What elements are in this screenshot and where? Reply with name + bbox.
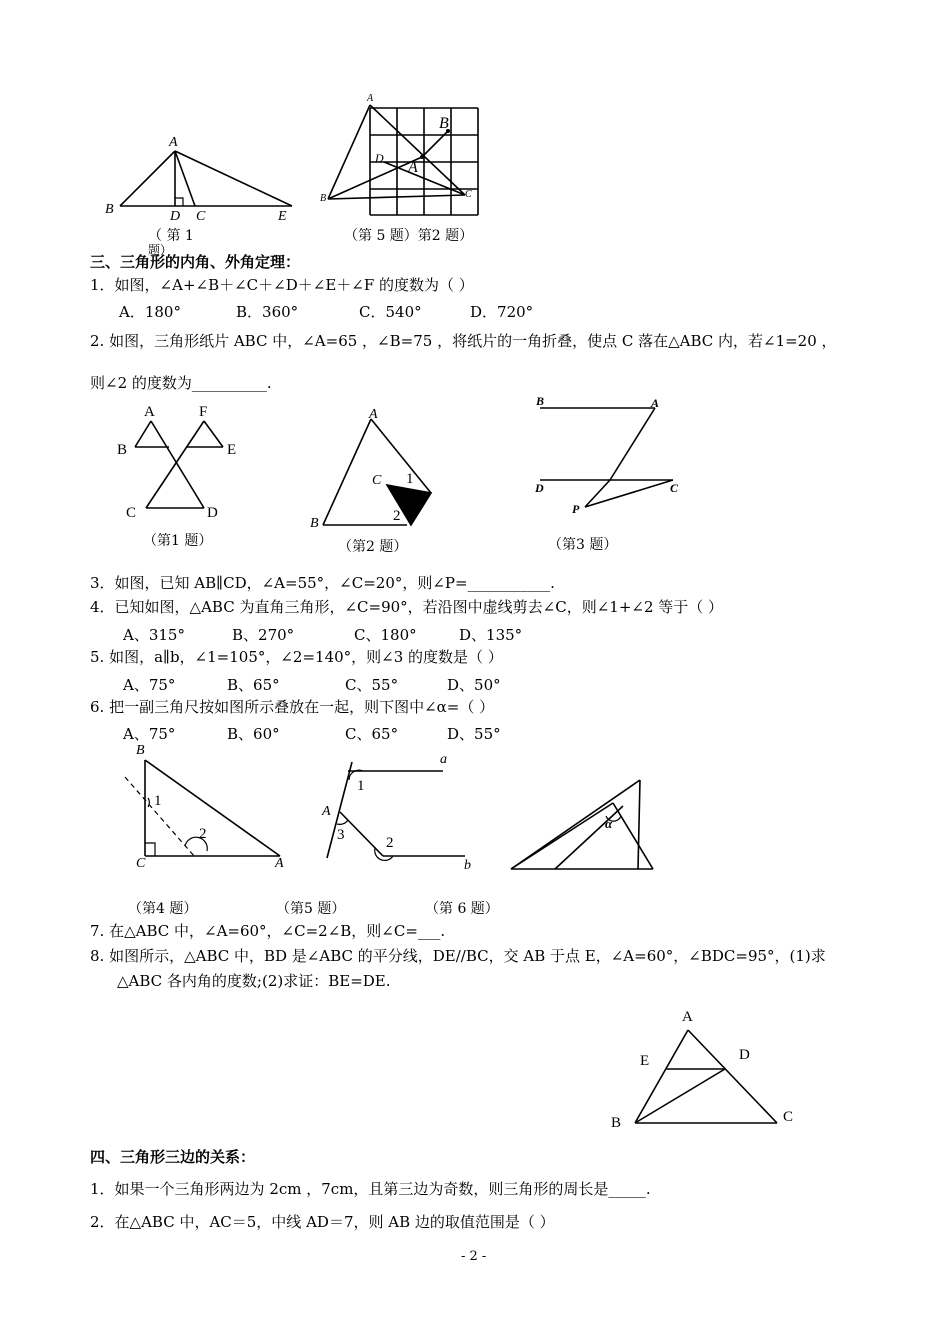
label-A: A [169, 135, 178, 150]
label-angle-2: 2 [199, 826, 207, 842]
label-B: B [310, 516, 319, 531]
figure-q1 [110, 400, 250, 525]
q3-4-option-a: A、315° [123, 626, 185, 644]
label-A: A [322, 804, 331, 819]
figure-top-1-drawing [100, 130, 310, 250]
label-B: B [105, 202, 114, 217]
question-3-5: 5. 如图，a∥b，∠1=105°，∠2=140°，则∠3 的度数是（ ） [90, 648, 503, 666]
label-angle-1: 1 [154, 793, 162, 809]
grid-label-B: B [439, 115, 449, 132]
label-a: a [440, 752, 447, 767]
label-D: D [170, 209, 181, 224]
label-C: C [126, 505, 137, 521]
q3-6-option-d: D、55° [447, 725, 501, 743]
figure-q8 [605, 1005, 800, 1135]
grid-figure-drawing [318, 95, 488, 220]
question-3-8-line1: 8. 如图所示，△ABC 中，BD 是∠ABC 的平分线，DE//BC，交 AB 于点 E，∠A=60°，∠BDC=95°，(1)求 [90, 947, 826, 965]
label-E: E [227, 442, 237, 458]
q3-1-option-b: B．360° [236, 303, 299, 321]
q3-1-option-a: A．180° [119, 303, 181, 321]
question-3-2-line2: 则∠2 的度数为__________. [90, 374, 272, 392]
label-P: P [572, 502, 580, 516]
figure-q8-drawing [605, 1005, 800, 1135]
grid-label-A-top: A [367, 93, 374, 104]
label-D: D [535, 481, 544, 495]
label-A: A [144, 404, 155, 420]
label-B: B [117, 442, 128, 458]
question-3-2-line1: 2. 如图，三角形纸片 ABC 中，∠A=65 ，∠B=75 ，将纸片的一角折叠，使点 C 落在△ABC 内，若∠1=20 ， [90, 332, 837, 350]
question-3-4: 4．已知如图，△ABC 为直角三角形，∠C=90°，若沿图中虚线剪去∠C，则∠1+∠2 等于（ ） [90, 598, 724, 616]
question-3-1: 1．如图，∠A+∠B＋∠C＋∠D＋∠E＋∠F 的度数为（ ） [90, 276, 474, 294]
label-D: D [739, 1047, 750, 1063]
question-4-1: 1．如果一个三角形两边为 2cm ，7cm，且第三边为奇数，则三角形的周长是_____. [90, 1180, 651, 1198]
figure-q3-drawing [530, 392, 690, 522]
caption-top-1b: 题） [148, 243, 173, 257]
figure-q6 [505, 770, 660, 875]
caption-q6: （第 6 题） [425, 901, 499, 917]
label-A: A [369, 407, 378, 422]
q3-1-option-d: D．720° [470, 303, 534, 321]
figure-q2 [305, 405, 440, 530]
label-E: E [278, 209, 287, 224]
label-C: C [372, 473, 382, 488]
question-3-3: 3．如图，已知 AB∥CD，∠A=55°，∠C=20°，则∠P=___________. [90, 574, 555, 592]
figure-top-2 [318, 95, 488, 220]
section-3-title: 三、三角形的内角、外角定理： [90, 253, 301, 271]
q3-5-option-c: C、55° [345, 676, 399, 694]
grid-label-B-left: B [320, 193, 327, 204]
figure-q5 [315, 750, 480, 880]
caption-q2: （第2 题） [338, 539, 408, 555]
q3-5-option-b: B、65° [227, 676, 280, 694]
caption-q4: （第4 题） [128, 901, 198, 917]
figure-q4 [115, 745, 295, 875]
question-3-7: 7. 在△ABC 中，∠A=60°，∠C=2∠B，则∠C=___. [90, 922, 446, 940]
q3-4-option-b: B、270° [232, 626, 295, 644]
page-number: - 2 - [461, 1249, 487, 1264]
label-F: F [199, 404, 208, 420]
label-E: E [640, 1053, 650, 1069]
label-alpha: α [605, 816, 613, 831]
grid-label-C: C [465, 189, 472, 200]
label-C: C [783, 1109, 794, 1125]
q3-5-option-d: D、50° [447, 676, 501, 694]
label-B: B [136, 743, 145, 758]
figure-q3 [530, 392, 690, 522]
figure-q2-drawing [305, 405, 440, 530]
label-angle-1: 1 [357, 778, 365, 794]
label-C: C [196, 209, 206, 224]
label-A: A [275, 856, 284, 871]
label-A: A [682, 1009, 693, 1025]
label-B: B [536, 394, 545, 408]
grid-label-D: D [375, 151, 384, 165]
q3-6-option-b: B、60° [227, 725, 280, 743]
q3-5-option-a: A、75° [123, 676, 176, 694]
q3-1-option-c: C．540° [359, 303, 422, 321]
caption-q5: （第5 题） [276, 901, 346, 917]
label-angle-3: 3 [337, 827, 345, 843]
q3-4-option-d: D、135° [459, 626, 523, 644]
label-C: C [670, 481, 679, 495]
q3-4-option-c: C、180° [354, 626, 417, 644]
q3-6-option-a: A、75° [123, 725, 176, 743]
label-b: b [464, 858, 471, 873]
label-A: A [651, 396, 660, 410]
caption-q1: （第1 题） [143, 533, 213, 549]
label-C: C [136, 856, 146, 871]
question-4-2: 2．在△ABC 中，AC＝5，中线 AD＝7，则 AB 边的取值范围是（ ） [90, 1213, 555, 1231]
question-3-8-line2: △ABC 各内角的度数;(2)求证：BE=DE. [117, 972, 391, 990]
label-angle-2: 2 [386, 835, 394, 851]
figure-q6-drawing [505, 770, 660, 875]
label-B: B [611, 1115, 622, 1131]
q3-6-option-c: C、65° [345, 725, 399, 743]
caption-top-1a: （ 第 1 [148, 228, 194, 244]
figure-q5-drawing [315, 750, 480, 880]
label-angle-1: 1 [406, 471, 414, 487]
caption-top-2: （第 5 题）第2 题） [344, 228, 474, 244]
label-D: D [207, 505, 218, 521]
figure-top-1 [100, 130, 310, 250]
section-4-title: 四、三角形三边的关系： [90, 1148, 256, 1166]
caption-q3: （第3 题） [548, 537, 618, 553]
label-angle-2: 2 [393, 508, 401, 524]
question-3-6: 6. 把一副三角尺按如图所示叠放在一起，则下图中∠α=（ ） [90, 698, 495, 716]
grid-label-A-mid: A [408, 159, 418, 176]
